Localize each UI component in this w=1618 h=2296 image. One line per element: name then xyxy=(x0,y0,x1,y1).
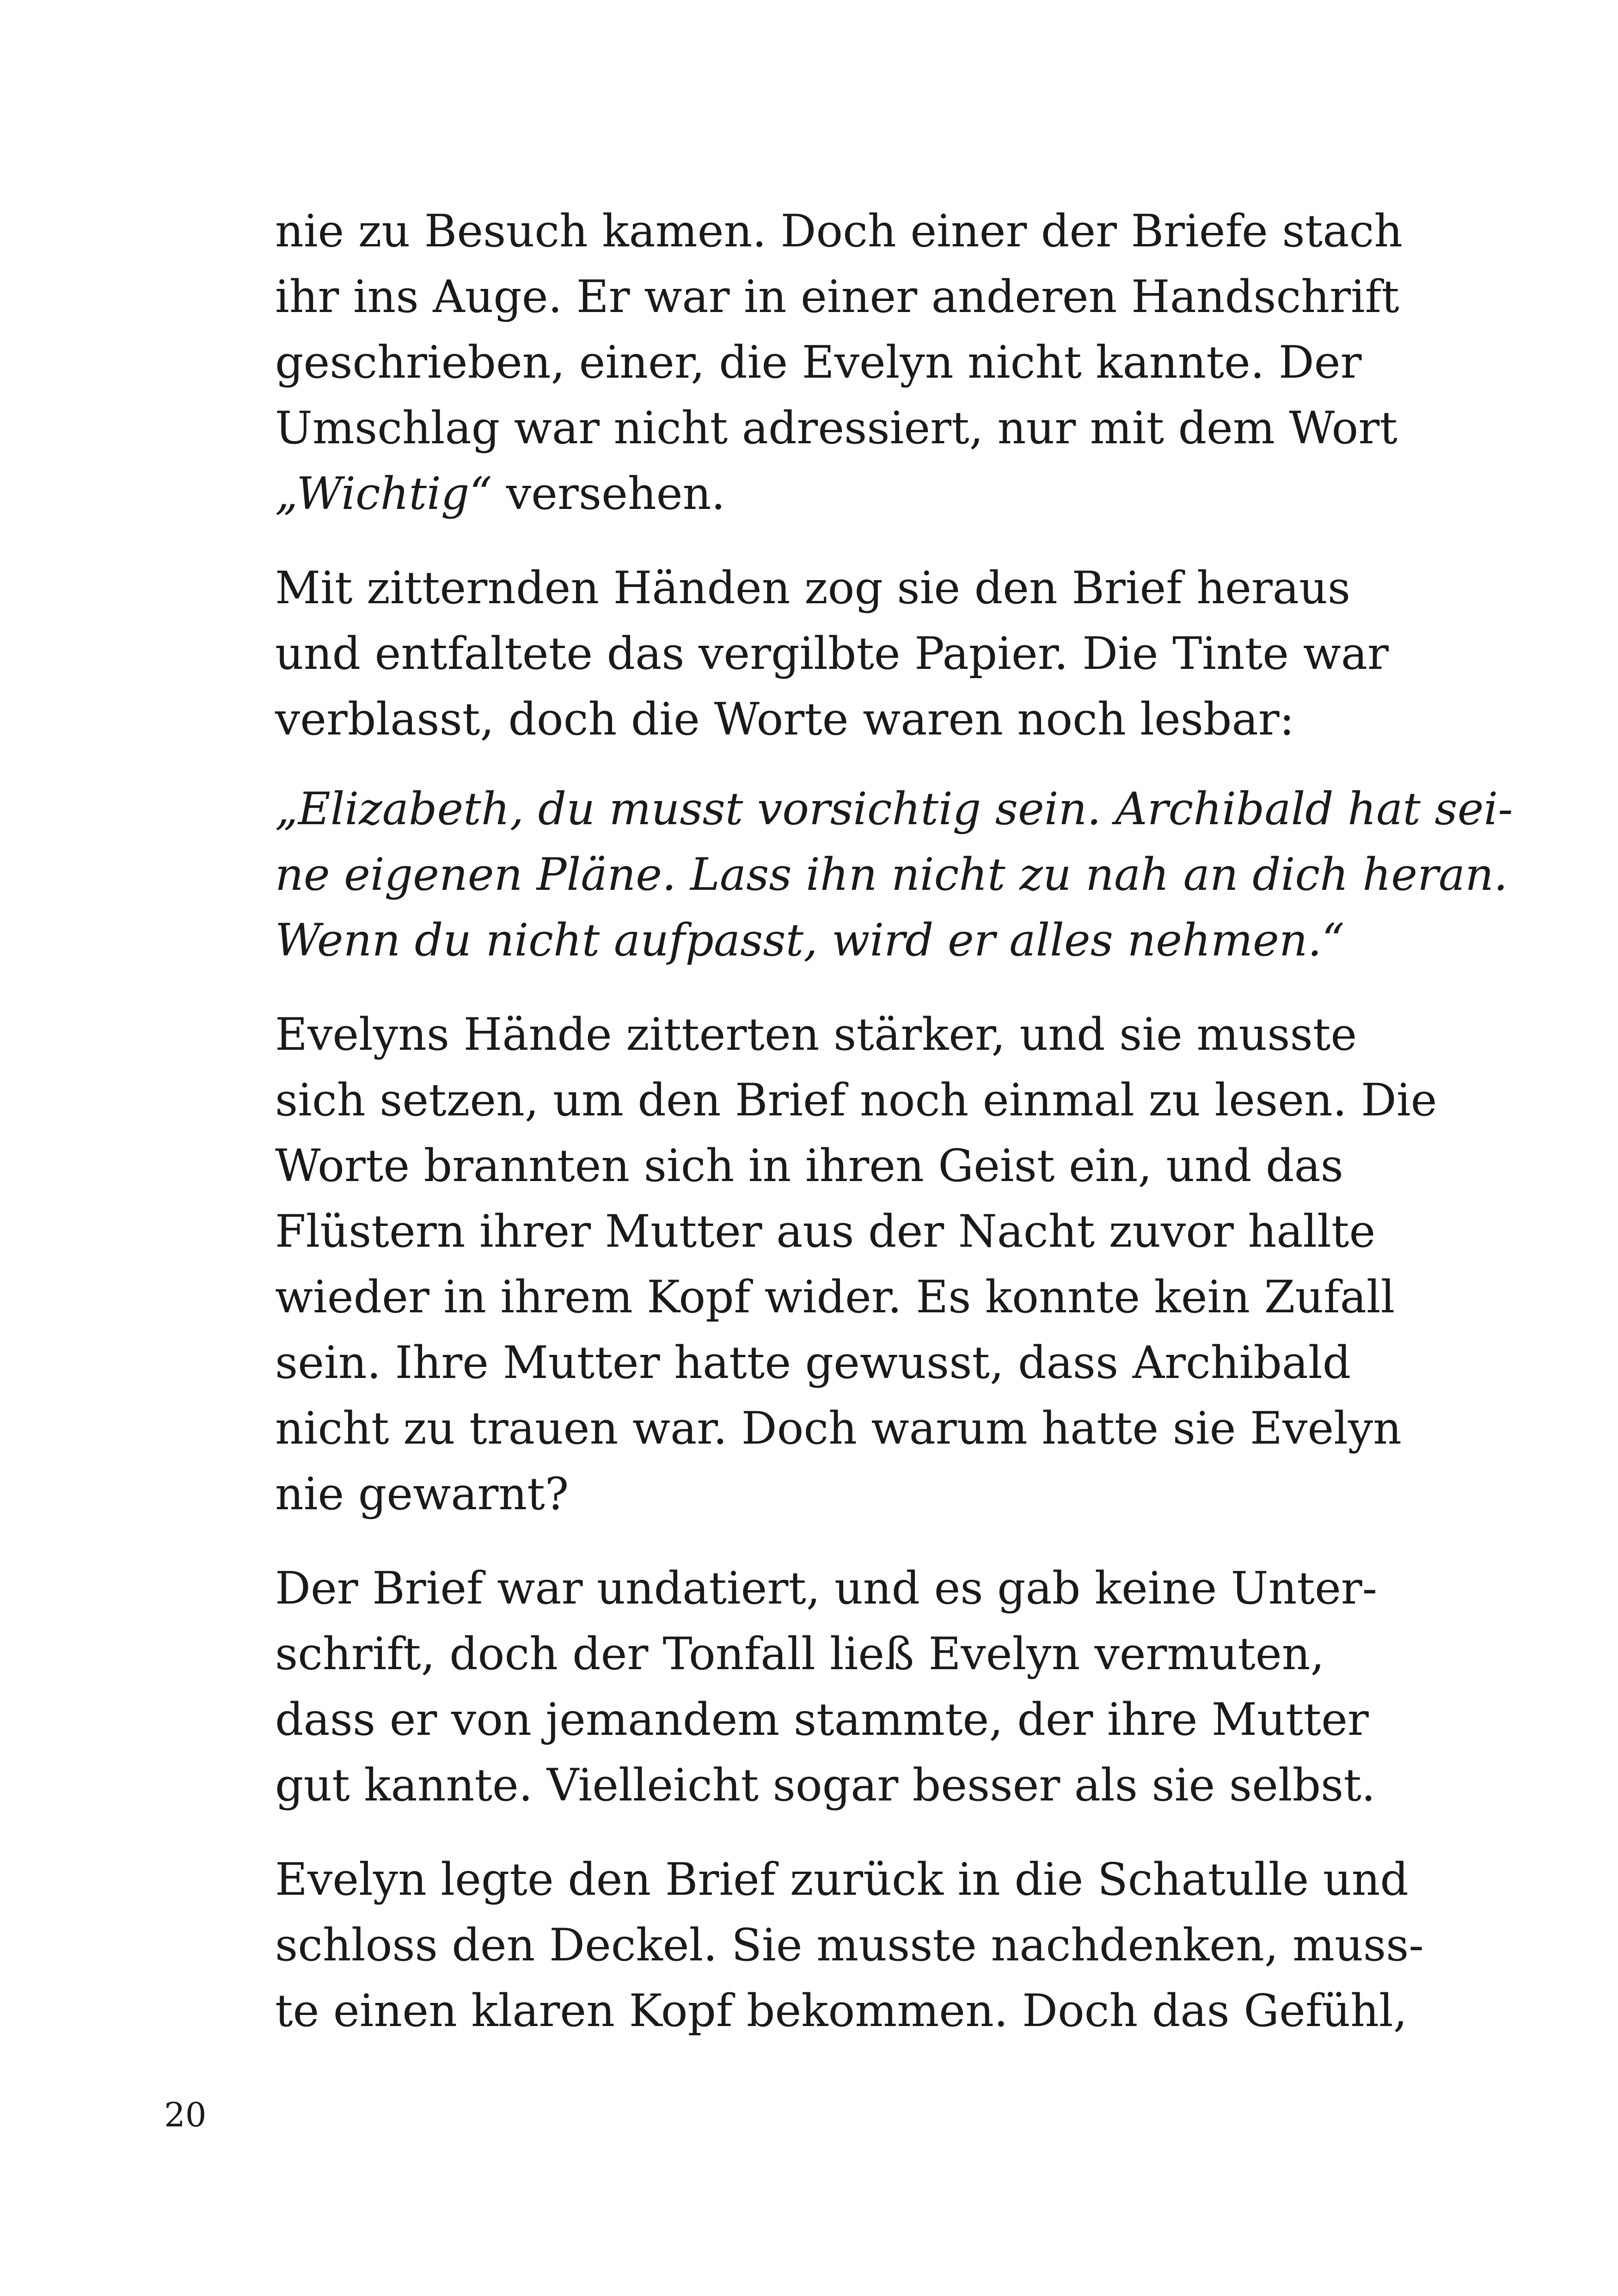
text-line: geschrieben, einer, die Evelyn nicht kannte. Der xyxy=(275,337,1362,388)
text-line: schrift, doch der Tonfall ließ Evelyn vermuten, xyxy=(275,1628,1324,1680)
quote-line: „Elizabeth, du musst vorsichtig sein. Archibald hat sei- xyxy=(275,783,1513,835)
text-fragment: versehen. xyxy=(492,468,725,520)
text-line: ihr ins Auge. Er war in einer anderen Handschrift xyxy=(275,271,1399,323)
text-line: sich setzen, um den Brief noch einmal zu lesen. Die xyxy=(275,1074,1437,1126)
text-line: nicht zu trauen war. Doch warum hatte sie Evelyn xyxy=(275,1402,1402,1454)
text-line: gut kannte. Vielleicht sogar besser als sie selbst. xyxy=(275,1759,1376,1811)
emphasized-word: „Wichtig“ xyxy=(275,468,492,520)
text-line: dass er von jemandem stammte, der ihre Mutter xyxy=(275,1694,1369,1745)
quote-line: ne eigenen Pläne. Lass ihn nicht zu nah an dich heran. xyxy=(275,849,1508,900)
text-line: Worte brannten sich in ihren Geist ein, und das xyxy=(275,1140,1343,1192)
page-number: 20 xyxy=(164,2095,207,2134)
text-line: wieder in ihrem Kopf wider. Es konnte kein Zufall xyxy=(275,1271,1395,1323)
text-line: nie gewarnt? xyxy=(275,1468,569,1520)
text-line: Evelyn legte den Brief zurück in die Schatulle und xyxy=(275,1854,1409,1905)
text-line: nie zu Besuch kamen. Doch einer der Briefe stach xyxy=(275,205,1403,257)
text-line: sein. Ihre Mutter hatte gewusst, dass Archibald xyxy=(275,1337,1351,1389)
text-line xyxy=(275,466,1324,521)
quote-line: Wenn du nicht aufpasst, wird er alles nehmen.“ xyxy=(275,914,1345,966)
text-line: Flüstern ihrer Mutter aus der Nacht zuvor hallte xyxy=(275,1206,1376,1257)
text-line: Umschlag war nicht adressiert, nur mit dem Wort xyxy=(275,402,1397,454)
text-line: te einen klaren Kopf bekommen. Doch das Gefühl, xyxy=(275,1985,1408,2037)
text-line: Evelyns Hände zitterten stärker, und sie musste xyxy=(275,1009,1357,1060)
text-line: Der Brief war undatiert, und es gab keine Unter- xyxy=(275,1562,1378,1614)
text-line: schloss den Deckel. Sie musste nachdenken, muss- xyxy=(275,1919,1424,1971)
text-line: verblasst, doch die Worte waren noch lesbar: xyxy=(275,693,1294,745)
text-line: und entfaltete das vergilbte Papier. Die Tinte war xyxy=(275,628,1389,680)
text-line: Mit zitternden Händen zog sie den Brief heraus xyxy=(275,562,1351,614)
